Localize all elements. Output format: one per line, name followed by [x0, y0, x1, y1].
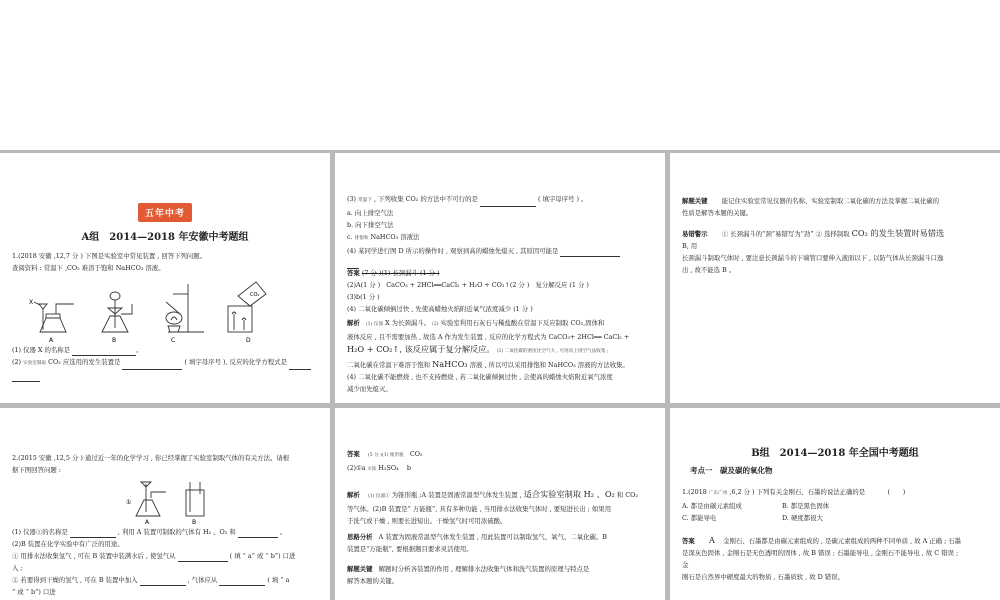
apparatus-c	[166, 284, 204, 332]
answer-blank[interactable]	[219, 577, 265, 586]
q2-post: ( 填字母序号 ), 反应的化学方程式是	[184, 358, 288, 366]
answer-2-post: H₂SO₄	[378, 464, 399, 472]
answer-letter: A	[709, 535, 715, 545]
question-2-head-cont: 据下图回答问题 :	[12, 466, 61, 474]
answer-2-equation: CaCO₃ + 2HCl══CaCl₂ + H₂O + CO₂↑(2 分 )	[386, 281, 530, 289]
question-1-part-2-cont	[12, 370, 318, 382]
warning-line-3: 长颈漏斗制取气体时 , 要注意长颈漏斗的下端管口要伸入液面以下 , 以防气体从长颈漏斗口逸	[682, 254, 944, 262]
group-title: A组 2014—2018 年安徽中考题组	[81, 232, 249, 243]
answer-label: 答案	[347, 269, 360, 277]
key-label: 解题关键	[682, 197, 708, 205]
answer-line-1	[682, 534, 988, 547]
answer-line-4: 刚石是自然界中硬度最大的物质 , 石墨质软 , 故 D 错误。	[682, 573, 844, 581]
key-text: 能记住实验室常见仪器的名称、实验室制取二氧化碳的方法及掌握二氧化碳的	[721, 197, 940, 205]
q2a-post: ( 填 “ a” 或 “ b”) 口进	[229, 552, 296, 560]
question-1-reference: 查阅资料 : 常温下 ,CO₂ 难溶于饱和 NaHCO₃ 溶液。	[12, 264, 165, 272]
page-5	[335, 408, 665, 600]
page-1	[0, 153, 330, 403]
question-2-part-1	[12, 526, 318, 538]
warning-2: ② 选择制取	[815, 230, 850, 238]
q2b-mid: , 气体应从	[187, 576, 218, 584]
key-line-2: 性质是解答本题的关键。	[682, 209, 753, 217]
answer-blank[interactable]	[122, 361, 182, 370]
question-2-part-2a-cont: 入 ;	[12, 564, 23, 572]
warning-line-2: B, 用	[682, 242, 698, 250]
answer-label: 答案	[682, 537, 695, 545]
question-2-part-2b	[12, 574, 318, 586]
answer-blank[interactable]	[480, 198, 536, 207]
question-2-part-2b-cont: ” 或 “ b”) 口进	[12, 588, 56, 596]
apparatus-a	[34, 302, 74, 332]
answer-line-3: (3)b(1 分 )	[347, 293, 380, 301]
ex1-small2: (2)	[432, 322, 439, 327]
thinking-line-1	[347, 531, 653, 543]
explanation-line-3	[347, 343, 653, 358]
label-co2: CO₂	[250, 292, 260, 298]
q4-text: (4) 某同学进行图 D 所示的操作时 , 观察到高的蜡烛先熄灭 , 其原因可能是	[347, 247, 559, 255]
apparatus-figure-2	[124, 476, 234, 526]
option-d: D. 硬度都很大	[782, 514, 823, 522]
question-1-part-2	[12, 356, 318, 370]
answer-blank[interactable]	[140, 577, 186, 586]
apparatus-d	[228, 282, 266, 332]
page-4	[0, 408, 330, 600]
answer-line-4: (4) 二氧化碳倾倒过快 , 先使高蜡烛火焰附近氧气浓度减少 (1 分 )	[347, 305, 533, 313]
answer-line-1	[347, 267, 653, 279]
q1-pre: (1) 仪器①的名称是	[12, 528, 68, 536]
explanation-line-5: (4) 二氧化碳不能燃烧 , 也不支持燃烧 , 若二氧化碳倾倒过快 , 会使高的蜡烛火焰附近氧气浓度	[347, 373, 613, 381]
option-b: b. 向下排空气法	[347, 221, 394, 229]
warning-1: ① 长颈漏斗的“颈”易错写为“劲”	[721, 230, 814, 238]
q3-pre: (3)	[347, 195, 357, 203]
key-line-2: 解答本题的关键。	[347, 577, 399, 585]
explanation-line-4	[347, 358, 653, 371]
warning-label: 易错警示	[682, 230, 708, 238]
ex4-post: 溶液 , 所以可以采用排饱和 NaHCO₃ 溶液的方法收集。	[469, 361, 629, 369]
answer-line-3: 金	[682, 561, 689, 569]
ex1-small: (1) 仪器	[365, 322, 384, 327]
warning-line-1	[682, 227, 988, 240]
answer-blank[interactable]	[12, 373, 40, 382]
ex1-rest: 实验室利用石灰石与稀盐酸在常温下反应制取 CO₂,固体和	[440, 319, 605, 327]
label-a: A	[49, 337, 54, 344]
opt-c-pre: c.	[347, 233, 353, 241]
apparatus-b	[186, 490, 204, 516]
opt-c-small: 排饱和	[354, 236, 369, 241]
question-1-part-3	[347, 193, 653, 207]
answer-blank[interactable]	[238, 529, 278, 538]
question-1-head	[682, 486, 988, 500]
answer-blank[interactable]	[289, 361, 311, 370]
q2-pre: (2)	[12, 358, 22, 366]
answer-blank-line	[347, 257, 653, 267]
q-answer-paren: ( )	[887, 488, 906, 496]
explanation-line-2: 液体反应 , 且不需要加热 , 故选 A 作为发生装置 , 反应的化学方程式为 CaCO₃+ 2HCl══ CaCl₂ +	[347, 333, 630, 341]
label-a: A	[145, 519, 150, 526]
answer-line-1	[347, 448, 653, 462]
option-a: a. 向上排空气法	[347, 209, 394, 217]
warning-co2: CO₂ 的发生装置时易错选	[851, 228, 945, 238]
q-head-small: 广东广州	[708, 491, 728, 496]
page-6	[670, 408, 1000, 600]
ex1-big: 适合实验室制取 H₂ 、O₂	[523, 489, 615, 499]
thinking-line-2: 装置是“万能瓶”, 要根据题目要求灵活使用。	[347, 545, 473, 553]
apparatus-figure	[28, 274, 268, 344]
q3-small: 常温下	[358, 198, 372, 203]
ex3-small: (3) 二氧化碳的密度比空气大 , 可用向上排空气法收集 ;	[496, 349, 609, 354]
page-3	[670, 153, 1000, 403]
opt-c-post: NaHCO₃ 溶液法	[370, 233, 420, 241]
q2-small: 实验室制取	[23, 361, 47, 366]
answer-label: 答案	[347, 450, 360, 458]
point-title: 考点一 碳及碳的氧化物	[690, 466, 773, 475]
q2b-pre: ② 若要得到干燥的氢气 , 可在 B 装置中加入	[12, 576, 138, 584]
q2b-post: ( 填 “ a	[267, 576, 290, 584]
question-1-part-4	[347, 245, 653, 257]
explanation-line-2: 等气体。(2)B 装置是“ 万能瓶”, 具有多种功能 , 当用排水法收集气体时 , 要短进长出 ; 如果用	[347, 505, 612, 513]
answer-blank[interactable]	[560, 248, 620, 257]
answer-line-2	[347, 279, 653, 291]
ex4-pre: 二氧化碳在常温下难溶于饱和	[347, 361, 431, 369]
ex1-end: 和 CO₂	[616, 491, 638, 499]
warning-line-4: 出 , 故不能选 B 。	[682, 266, 736, 274]
explanation-line-6: 减少而先熄灭。	[347, 385, 392, 393]
options-row-1	[682, 500, 988, 512]
label-x: X	[29, 299, 34, 306]
answer-blank[interactable]	[70, 529, 116, 538]
explanation-line-1	[347, 317, 653, 331]
q2-mid: CO₂ 应选用的发生装置是	[48, 358, 121, 366]
thinking-1: A 装置为固液常温型气体发生装置 , 用此装置可以制取氢气、氧气、二氧化碳。B	[378, 533, 607, 541]
answer-2-b: b	[406, 464, 411, 472]
question-2-part-2a	[12, 550, 318, 562]
option-b: B. 都是黑色固体	[782, 502, 830, 510]
option-a: A. 都是由碳元素组成	[682, 502, 742, 510]
option-c	[347, 231, 653, 245]
label-b: B	[112, 337, 117, 344]
ex4-big: NaHCO₃	[432, 359, 468, 369]
label-circle-1: ①	[126, 499, 132, 506]
key-1: 解题时分析各装置的作用 , 理解排水法收集气体和洗气装置的原理与特点是	[378, 565, 590, 573]
answer-blank[interactable]	[72, 347, 136, 356]
page-2	[335, 153, 665, 403]
ex1-main: 为锥形瓶 ;A 装置是固液常温型气体发生装置 ,	[391, 491, 522, 499]
q-head-post: ,6,2 分 ) 下列有关金刚石、石墨的说法正确的是	[729, 488, 866, 496]
q3-post: ( 填字母序号 ) 。	[537, 195, 588, 203]
q3-main: , 下列收集 CO₂ 的方法中不可行的是	[373, 195, 478, 203]
answer-1: (7 分 )(1) 长颈漏斗 (1 分 )	[361, 269, 440, 277]
answer-2-pre: (2)A(1 分 )	[347, 281, 381, 289]
ex3-pre: H₂O + CO₂↑, 该反应属于复分解反应。	[347, 344, 495, 354]
option-c: C. 都能导电	[682, 514, 717, 522]
answer-1: 金刚石、石墨都是由碳元素组成的 , 是碳元素组成的两种不同单质 , 故 A 正确 ; 石墨	[723, 537, 962, 545]
explanation-label: 解析	[347, 319, 360, 327]
options-row-2	[682, 512, 988, 524]
question-2-part-2: (2)B 装置在化学实验中有广泛的用途。	[12, 540, 124, 548]
key-label: 解题关键	[347, 565, 373, 573]
apparatus-a	[136, 500, 160, 516]
q-head-pre: 1.(2018	[682, 488, 707, 496]
q1-mid: , 利用 A 装置可制取的气体有 H₂ 、O₂ 和	[117, 528, 236, 536]
answer-line-2: 是深灰色固体 , 金刚石是无色透明的固体 , 故 B 错误 ; 石墨能导电 , 金刚石不能导电 , 故 C 错误 ;	[682, 549, 959, 557]
ex1-small: (1) 仪器①	[367, 494, 390, 499]
ex1-main: X 为长颈漏斗。	[385, 319, 431, 327]
answer-2-post: 复分解反应 (1 分 )	[535, 281, 589, 289]
key-line-1	[682, 195, 988, 207]
apparatus-b	[102, 292, 132, 332]
question-2-head: 2.(2015 安徽 ,12,5 分 ) 通过近一年的化学学习 , 你已经掌握了实验室制取气体的有关方法。请根	[12, 454, 290, 462]
q2a-pre: ① 用排水法收集氢气 , 可在 B 装置中装满水后 , 使氢气从	[12, 552, 176, 560]
label-c: C	[171, 337, 176, 344]
explanation-line-3: 于洗气或干燥 , 则要长进短出。干燥氢气时可用浓硫酸。	[347, 517, 507, 525]
explanation-label: 解析	[347, 491, 360, 499]
q1-post: 。	[279, 528, 287, 536]
answer-line-2	[347, 462, 653, 476]
answer-blank[interactable]	[178, 553, 228, 562]
key-line-1	[347, 563, 653, 575]
answer-1-post: CO₂	[409, 450, 423, 458]
label-d: D	[246, 337, 251, 344]
answer-2-pre: (2)①a	[347, 464, 366, 472]
answer-2-small: ②浓	[367, 467, 377, 472]
q1-text: (1) 仪器 X 的名称是	[12, 346, 71, 354]
thinking-label: 思路分析	[347, 533, 373, 541]
label-b: B	[192, 519, 197, 526]
question-1-part-1: (1) 仪器 X 的名称是 。	[12, 346, 143, 354]
explanation-line-1	[347, 488, 653, 503]
question-1-head: 1.(2018 安徽 ,12,7 分 ) 下图是实验室中常见装置 , 回答下列问题。	[12, 252, 207, 260]
section-badge: 五年中考	[138, 203, 192, 222]
answer-1-small: (5 分 )(1) 锥形瓶	[367, 453, 404, 458]
group-title: B组 2014—2018 年全国中考题组	[751, 448, 919, 459]
